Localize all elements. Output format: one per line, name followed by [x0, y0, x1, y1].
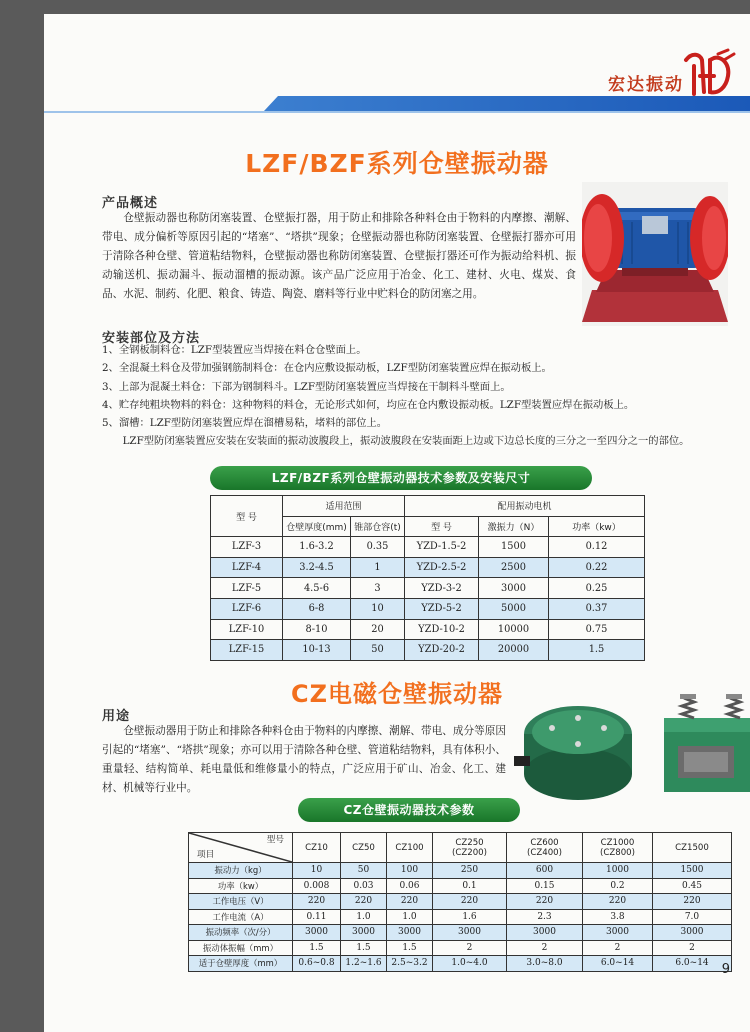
- model-header: [433, 833, 507, 863]
- table-row: [211, 640, 645, 661]
- table-row: [211, 578, 645, 599]
- row-label: 功率（kw）: [189, 878, 293, 894]
- lzf-title: LZF/BZF系列仓壁振动器: [245, 149, 549, 178]
- table-cell: 1500: [479, 537, 549, 558]
- table-cell: 3000: [433, 925, 507, 941]
- table-cell: 2: [583, 940, 653, 956]
- table-row: [211, 598, 645, 619]
- table-cell: 2: [433, 940, 507, 956]
- table-cell: 3.8: [583, 909, 653, 925]
- corner-header: [189, 833, 293, 863]
- table-cell: YZD-20-2: [405, 640, 479, 661]
- table-row: [189, 909, 732, 925]
- table-row: [189, 956, 732, 972]
- table-cell: 0.2: [583, 878, 653, 894]
- table-cell: 3000: [479, 578, 549, 599]
- table-cell: YZD-10-2: [405, 619, 479, 640]
- table-cell: 0.008: [293, 878, 341, 894]
- header-stripe: [264, 96, 750, 111]
- table-cell: 1.6-3.2: [283, 537, 351, 558]
- table-cell: 100: [387, 863, 433, 879]
- table-cell: 2.5~3.2: [387, 956, 433, 972]
- model-name: CZ250: [455, 837, 484, 848]
- install-step: 1、全钢板制料仓：LZF型装置应当焊接在料仓仓壁面上。: [102, 344, 367, 356]
- corner-bottom-label: 项目: [197, 850, 215, 860]
- table-cell: 0.75: [549, 619, 645, 640]
- model-header: [507, 833, 583, 863]
- table-cell: 3: [351, 578, 405, 599]
- table-cell: 220: [583, 894, 653, 910]
- model-alt-name: (CZ400): [527, 847, 562, 858]
- table-row: [189, 894, 732, 910]
- table-cell: 0.35: [351, 537, 405, 558]
- install-note: LZF型防闭塞装置应安装在安装面的振动波腹段上，振动波腹段在安装面距上边或下边总长度的三分之一至四分之一的部位。: [122, 435, 690, 448]
- table-cell: 220: [387, 894, 433, 910]
- model-header: [583, 833, 653, 863]
- model-alt-name: (CZ200): [452, 847, 487, 858]
- group-range-header: 适用范围: [283, 496, 405, 517]
- table-cell: 3.0~8.0: [507, 956, 583, 972]
- install-step: 4、贮存纯粗块物料的料仓：这种物料的料仓，无论形式如何，均应在仓内敷设振动板。LZF型装置应焊在振动板上。: [102, 398, 635, 411]
- table-cell: 1.5: [549, 640, 645, 661]
- overview-paragraph: 仓壁振动器也称防闭塞装置、仓壁振打器，用于防止和排除各种料仓由于物料的内摩擦、潮解、带电、成分偏析等原因引起的“堵塞”、“塔拱”现象；仓壁振动器也称防闭塞装置、仓壁振打器亦可用于清除各种仓壁、管道粘结物料，仓壁振动器也称防闭塞装置、仓壁振打器还可作为振动给料机、振动输送机、振动漏斗、振动溜槽的振动源。该产品广泛应用于冶金、化工、建材、火电、煤炭、食品、水泥、制药、化肥、粮食、铸造、陶瓷、磨料等行业中贮料仓的防闭塞之用。: [102, 212, 576, 300]
- table-cell: 3000: [583, 925, 653, 941]
- table-cell: 7.0: [653, 909, 732, 925]
- table-cell: 20000: [479, 640, 549, 661]
- table-cell: 0.6~0.8: [293, 956, 341, 972]
- use-heading: 用途: [102, 709, 131, 724]
- lzf-table-banner: LZF/BZF系列仓壁振动器技术参数及安装尺寸: [210, 466, 592, 490]
- table-cell: 2.3: [507, 909, 583, 925]
- table-cell: 10000: [479, 619, 549, 640]
- sub-header: 功率（kw）: [549, 516, 645, 537]
- table-row: [189, 863, 732, 879]
- row-label: 振动体振幅（mm）: [189, 940, 293, 956]
- row-label: 振动频率（次/分）: [189, 925, 293, 941]
- table-cell: 0.03: [341, 878, 387, 894]
- lzf-spec-table: [210, 495, 645, 661]
- install-step: 2、全混凝土料仓及带加强钢筋制料仓：在仓内应敷设振动板，LZF型防闭塞装置应焊在振动板上。: [102, 362, 552, 375]
- table-cell: 6.0~14: [653, 956, 732, 972]
- table-cell: 4.5-6: [283, 578, 351, 599]
- cz-title: CZ电磁仓壁振动器: [290, 680, 503, 708]
- table-cell: 20: [351, 619, 405, 640]
- hd-logo-icon: [678, 46, 736, 104]
- row-label: 振动力（kg）: [189, 863, 293, 879]
- model-header: [653, 833, 732, 863]
- table-cell: 220: [341, 894, 387, 910]
- table-cell: 220: [653, 894, 732, 910]
- row-label: 工作电压（V）: [189, 894, 293, 910]
- model-header: [387, 833, 433, 863]
- table-row: [211, 619, 645, 640]
- table-cell: 1500: [653, 863, 732, 879]
- install-steps: [102, 341, 732, 451]
- table-cell: 50: [341, 863, 387, 879]
- table-cell: YZD-2.5-2: [405, 557, 479, 578]
- table-cell: 3.2-4.5: [283, 557, 351, 578]
- model-alt-name: (CZ800): [600, 847, 635, 858]
- table-cell: 3000: [387, 925, 433, 941]
- table-cell: 3000: [293, 925, 341, 941]
- table-cell: 1.0: [341, 909, 387, 925]
- table-cell: 3000: [341, 925, 387, 941]
- use-text-block: [102, 722, 506, 798]
- table-cell: 0.1: [433, 878, 507, 894]
- row-label: 工作电流（A）: [189, 909, 293, 925]
- install-step: 5、溜槽：LZF型防闭塞装置应焊在溜槽易粘，堵料的部位上。: [102, 417, 388, 430]
- table-cell: 1.5: [293, 940, 341, 956]
- table-cell: LZF-4: [211, 557, 283, 578]
- table-cell: LZF-3: [211, 537, 283, 558]
- table-cell: 2500: [479, 557, 549, 578]
- install-step: 3、上部为混凝土料仓：下部为钢制料斗。LZF型防闭塞装置应当焊接在干制料斗壁面上。: [102, 380, 511, 393]
- table-cell: 600: [507, 863, 583, 879]
- model-name: CZ1500: [675, 842, 709, 853]
- table-cell: LZF-10: [211, 619, 283, 640]
- table-cell: 1.2~1.6: [341, 956, 387, 972]
- table-cell: 220: [507, 894, 583, 910]
- model-name: CZ50: [352, 842, 375, 853]
- table-cell: 0.12: [549, 537, 645, 558]
- table-cell: 1.0: [387, 909, 433, 925]
- lzf-vibrator-photo: [582, 182, 728, 326]
- table-cell: LZF-6: [211, 598, 283, 619]
- overview-text-block: [102, 209, 576, 304]
- table-cell: 1.6: [433, 909, 507, 925]
- table-cell: 10: [293, 863, 341, 879]
- table-cell: 50: [351, 640, 405, 661]
- model-header: [341, 833, 387, 863]
- overview-heading: 产品概述: [102, 196, 159, 211]
- corner-top-label: 型号: [266, 835, 284, 845]
- table-cell: 1.5: [387, 940, 433, 956]
- table-cell: 0.37: [549, 598, 645, 619]
- table-cell: 220: [433, 894, 507, 910]
- table-cell: 1: [351, 557, 405, 578]
- table-cell: LZF-15: [211, 640, 283, 661]
- cz-table-banner: CZ仓壁振动器技术参数: [298, 798, 520, 822]
- sub-header: 锥部仓容(t): [351, 516, 405, 537]
- row-label: 适于仓壁厚度（mm）: [189, 956, 293, 972]
- model-name: CZ100: [395, 842, 424, 853]
- table-cell: 250: [433, 863, 507, 879]
- install-heading: 安装部位及方法: [102, 331, 201, 346]
- sub-header: 型 号: [405, 516, 479, 537]
- model-name: CZ10: [305, 842, 328, 853]
- table-cell: YZD-1.5-2: [405, 537, 479, 558]
- table-row: [211, 557, 645, 578]
- table-cell: 220: [293, 894, 341, 910]
- table-cell: YZD-5-2: [405, 598, 479, 619]
- table-row: [211, 537, 645, 558]
- table-cell: 5000: [479, 598, 549, 619]
- cz-vibrator-photo: [514, 694, 750, 804]
- table-cell: 1.5: [341, 940, 387, 956]
- table-cell: 3000: [507, 925, 583, 941]
- table-row: [189, 940, 732, 956]
- table-cell: 6-8: [283, 598, 351, 619]
- table-row: [189, 878, 732, 894]
- table-cell: 3000: [653, 925, 732, 941]
- sub-header: 仓壁厚度(mm): [283, 516, 351, 537]
- table-cell: 0.15: [507, 878, 583, 894]
- use-paragraph: 仓壁振动器用于防止和排除各种料仓由于物料的内摩擦、潮解、带电、成分等原因引起的“堵塞”、“塔拱”现象；亦可以用于清除各种仓壁、管道粘结物料，具有体积小、重量轻、结构简单、耗电量低和维修量小的特点，广泛应用于矿山、冶金、化工、建材、机械等行业中。: [102, 725, 506, 794]
- table-cell: 8-10: [283, 619, 351, 640]
- table-cell: LZF-5: [211, 578, 283, 599]
- table-row: [189, 925, 732, 941]
- table-cell: 0.11: [293, 909, 341, 925]
- table-cell: 1000: [583, 863, 653, 879]
- table-cell: 2: [507, 940, 583, 956]
- table-cell: 10-13: [283, 640, 351, 661]
- table-cell: 10: [351, 598, 405, 619]
- table-cell: 0.06: [387, 878, 433, 894]
- col-model-header: 型 号: [211, 496, 283, 537]
- header-rule: [44, 111, 750, 113]
- brochure-page: [44, 14, 750, 1032]
- model-name: CZ600: [530, 837, 559, 848]
- table-cell: 0.25: [549, 578, 645, 599]
- table-cell: 1.0~4.0: [433, 956, 507, 972]
- brand-name: 宏达振动: [608, 75, 684, 95]
- group-motor-header: 配用振动电机: [405, 496, 645, 517]
- table-cell: 0.22: [549, 557, 645, 578]
- table-cell: YZD-3-2: [405, 578, 479, 599]
- sub-header: 激振力（N）: [479, 516, 549, 537]
- table-cell: 0.45: [653, 878, 732, 894]
- cz-spec-table: [188, 832, 732, 972]
- page-number: 9: [721, 962, 730, 977]
- table-cell: 6.0~14: [583, 956, 653, 972]
- table-cell: 2: [653, 940, 732, 956]
- model-name: CZ1000: [600, 837, 635, 848]
- model-header: [293, 833, 341, 863]
